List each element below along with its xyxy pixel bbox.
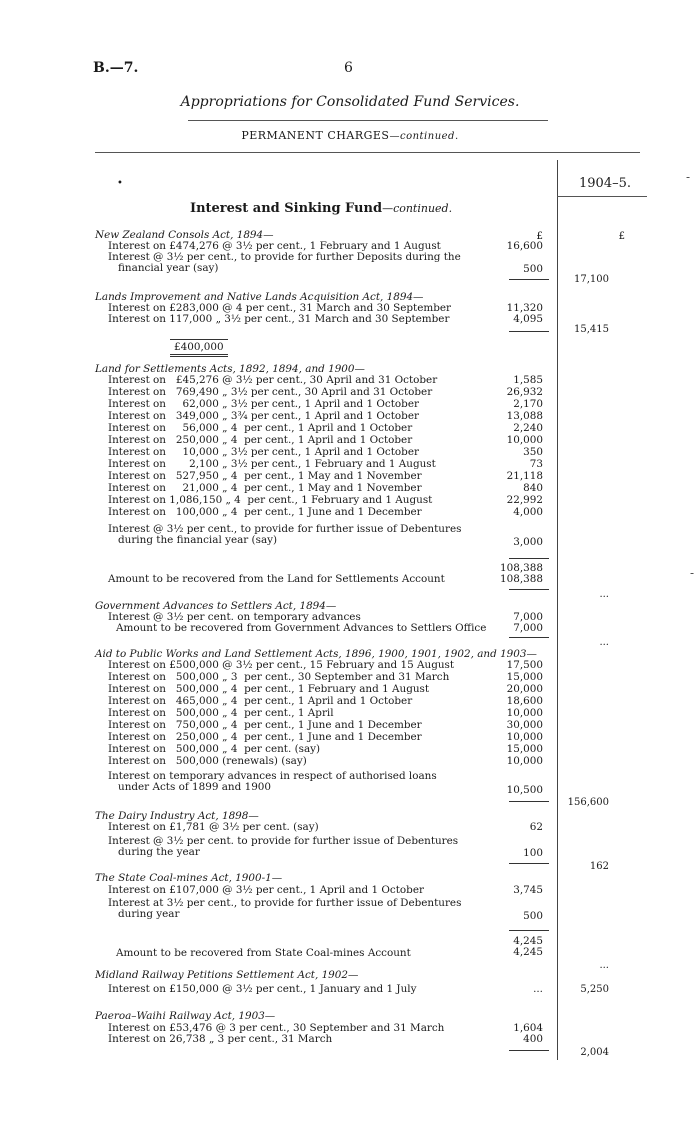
land-settlements-further-amount: 3,000 <box>513 536 543 548</box>
dairy-line-3: during the year <box>118 846 200 858</box>
coal-mines-line-3: during year <box>118 908 180 920</box>
coal-mines-recovered-amount: 4,245 <box>513 946 543 958</box>
land-settlements-row-amount: 26,932 <box>506 386 543 398</box>
public-works-row-text: Interest on 500,000 „ 4 per cent., 1 February and 1 August <box>108 683 430 695</box>
title-rule <box>188 120 548 121</box>
dairy-line-1: Interest on £1,781 @ 3½ per cent. (say) <box>108 821 319 833</box>
edge-mark-top: - <box>686 170 691 184</box>
land-settlements-row-text: Interest on 21,000 „ 4 per cent., 1 May and 1 November <box>108 482 422 494</box>
public-works-row-amount: 15,000 <box>506 743 543 755</box>
paeroa-rule <box>509 1050 549 1051</box>
paeroa-amount-2: 400 <box>523 1033 543 1045</box>
midland-line-1: Interest on £150,000 @ 3½ per cent., 1 January and 1 July <box>108 983 417 995</box>
public-works-temp-2: under Acts of 1899 and 1900 <box>118 781 272 793</box>
coal-mines-recovered-label: Amount to be recovered from State Coal-mines Account <box>116 947 411 959</box>
public-works-row-amount: 17,500 <box>506 659 543 671</box>
consols-line-2: Interest @ 3½ per cent., to provide for further Deposits during the <box>108 251 461 263</box>
land-settlements-row-amount: 2,170 <box>513 398 543 410</box>
coal-mines-subtotal: 4,245 <box>513 935 543 947</box>
govt-advances-heading: Government Advances to Settlers Act, 1894— <box>95 600 337 612</box>
govt-advances-line-1: Interest @ 3½ per cent. on temporary advances <box>108 611 361 623</box>
govt-advances-line-2: Amount to be recovered from Government Advances to Settlers Office <box>116 622 487 634</box>
coal-mines-line-1: Interest on £107,000 @ 3½ per cent., 1 April and 1 October <box>108 884 424 896</box>
consols-line-1: Interest on £474,276 @ 3½ per cent., 1 February and 1 August <box>108 240 441 252</box>
land-settlements-row-text: Interest on £45,276 @ 3½ per cent., 30 April and 31 October <box>108 374 438 386</box>
lands-improvement-total: 15,415 <box>574 324 609 335</box>
public-works-row-text: Interest on 500,000 (renewals) (say) <box>108 755 307 767</box>
lands-improvement-rule <box>509 331 549 332</box>
page-number: 6 <box>344 60 353 76</box>
consols-line-3: financial year (say) <box>118 262 219 274</box>
edge-mark-middle: - <box>690 566 695 580</box>
land-settlements-subtotal: 108,388 <box>500 562 543 574</box>
land-settlements-row-text: Interest on 769,490 „ 3½ per cent., 30 April and 31 October <box>108 386 433 398</box>
midland-heading: Midland Railway Petitions Settlement Act, 1902— <box>95 969 359 981</box>
consols-amount-1: 16,600 <box>506 240 543 252</box>
coal-mines-amount-1: 3,745 <box>513 884 543 896</box>
coal-mines-line-2: Interest at 3½ per cent., to provide for further issue of Debentures <box>108 897 462 909</box>
land-settlements-row-amount: 2,240 <box>513 422 543 434</box>
header-rule <box>95 152 640 153</box>
pound-sign-total: £ <box>618 231 625 242</box>
coal-mines-rule <box>509 930 549 931</box>
permanent-charges-heading: PERMANENT CHARGES—continued. <box>241 129 459 142</box>
dairy-total: 162 <box>589 861 609 872</box>
pound-sign-amount: £ <box>536 230 543 242</box>
land-settlements-row-amount: 350 <box>523 446 543 458</box>
lands-improvement-amount-2: 4,095 <box>513 313 543 325</box>
govt-advances-rule <box>509 637 549 638</box>
land-settlements-row-text: Interest on 1,086,150 „ 4 per cent., 1 February and 1 August <box>108 494 433 506</box>
paeroa-amount-1: 1,604 <box>513 1022 543 1034</box>
land-settlements-heading: Land for Settlements Acts, 1892, 1894, and 1900— <box>95 363 365 375</box>
lands-improvement-heading: Lands Improvement and Native Lands Acquisition Act, 1894— <box>95 291 424 303</box>
public-works-row-amount: 20,000 <box>506 683 543 695</box>
lands-improvement-line-1: Interest on £283,000 @ 4 per cent., 31 March and 30 September <box>108 302 451 314</box>
land-settlements-recovered-amount: 108,388 <box>500 573 543 585</box>
dairy-line-2: Interest @ 3½ per cent. to provide for further issue of Debentures <box>108 835 459 847</box>
coal-mines-amount-3: 500 <box>523 910 543 922</box>
public-works-temp-amount: 10,500 <box>506 784 543 796</box>
midland-amount-1: ... <box>533 983 543 995</box>
public-works-row-amount: 30,000 <box>506 719 543 731</box>
dairy-amount-1: 62 <box>529 821 543 833</box>
dairy-heading: The Dairy Industry Act, 1898— <box>95 810 259 822</box>
govt-advances-amount-2: 7,000 <box>513 622 543 634</box>
land-settlements-row-amount: 73 <box>529 458 543 470</box>
govt-advances-amount-1: 7,000 <box>513 611 543 623</box>
public-works-heading: Aid to Public Works and Land Settlement Acts, 1896, 1900, 1901, 1902, and 1903— <box>95 648 537 660</box>
paeroa-line-1: Interest on £53,476 @ 3 per cent., 30 September and 31 March <box>108 1022 445 1034</box>
public-works-row-amount: 15,000 <box>506 671 543 683</box>
land-settlements-row-amount: 10,000 <box>506 434 543 446</box>
boxed-total: £400,000 <box>170 339 228 357</box>
public-works-row-amount: 10,000 <box>506 707 543 719</box>
land-settlements-recovered-label: Amount to be recovered from the Land for Settlements Account <box>108 573 445 585</box>
public-works-row-text: Interest on 750,000 „ 4 per cent., 1 June and 1 December <box>108 719 422 731</box>
public-works-row-amount: 18,600 <box>506 695 543 707</box>
public-works-temp-1: Interest on temporary advances in respect of authorised loans <box>108 770 437 782</box>
lands-improvement-amount-1: 11,320 <box>506 302 543 314</box>
year-column-header: 1904–5. <box>579 176 631 191</box>
bullet-mark: • <box>117 178 123 189</box>
public-works-row-amount: 10,000 <box>506 755 543 767</box>
dairy-rule <box>509 863 549 864</box>
dairy-amount-3: 100 <box>523 847 543 859</box>
public-works-row-text: Interest on 500,000 „ 3 per cent., 30 September and 31 March <box>108 671 450 683</box>
land-settlements-row-amount: 840 <box>523 482 543 494</box>
public-works-row-text: Interest on 465,000 „ 4 per cent., 1 April and 1 October <box>108 695 413 707</box>
paeroa-heading: Paeroa–Waihi Railway Act, 1903— <box>95 1010 276 1022</box>
land-settlements-further-2: during the financial year (say) <box>118 534 278 546</box>
land-settlements-row-text: Interest on 100,000 „ 4 per cent., 1 June and 1 December <box>108 506 422 518</box>
land-settlements-rule-2 <box>509 589 549 590</box>
land-settlements-further-1: Interest @ 3½ per cent., to provide for further issue of Debentures <box>108 523 462 535</box>
coal-mines-heading: The State Coal-mines Act, 1900-1— <box>95 872 283 884</box>
land-settlements-rule <box>509 558 549 559</box>
public-works-row-text: Interest on £500,000 @ 3½ per cent., 15 February and 15 August <box>108 659 455 671</box>
land-settlements-row-amount: 21,118 <box>506 470 543 482</box>
land-settlements-row-text: Interest on 349,000 „ 3¾ per cent., 1 April and 1 October <box>108 410 419 422</box>
paeroa-line-2: Interest on 26,738 „ 3 per cent., 31 March <box>108 1033 333 1045</box>
land-settlements-row-text: Interest on 56,000 „ 4 per cent., 1 April and 1 October <box>108 422 413 434</box>
public-works-row-text: Interest on 250,000 „ 4 per cent., 1 June and 1 December <box>108 731 422 743</box>
lands-improvement-line-2: Interest on 117,000 „ 3½ per cent., 31 March and 30 September <box>108 313 450 325</box>
public-works-row-text: Interest on 500,000 „ 4 per cent., 1 April <box>108 707 334 719</box>
paeroa-total: 2,004 <box>580 1047 609 1058</box>
land-settlements-row-amount: 4,000 <box>513 506 543 518</box>
land-settlements-row-text: Interest on 527,950 „ 4 per cent., 1 May and 1 November <box>108 470 422 482</box>
document-code: B.—7. <box>93 60 139 76</box>
land-settlements-total: ... <box>599 589 609 600</box>
consols-total: 17,100 <box>574 274 609 285</box>
land-settlements-row-amount: 22,992 <box>506 494 543 506</box>
govt-advances-total: ... <box>599 637 609 648</box>
public-works-row-text: Interest on 500,000 „ 4 per cent. (say) <box>108 743 321 755</box>
land-settlements-row-text: Interest on 2,100 „ 3½ per cent., 1 February and 1 August <box>108 458 436 470</box>
land-settlements-row-amount: 1,585 <box>513 374 543 386</box>
year-header-rule <box>557 196 647 197</box>
coal-mines-total: ... <box>599 960 609 971</box>
consols-amount-3: 500 <box>523 263 543 275</box>
consols-rule <box>509 279 549 280</box>
land-settlements-row-text: Interest on 10,000 „ 3½ per cent., 1 April and 1 October <box>108 446 419 458</box>
land-settlements-row-amount: 13,088 <box>506 410 543 422</box>
page-title: Appropriations for Consolidated Fund Services. <box>180 94 520 110</box>
public-works-total: 156,600 <box>567 797 609 808</box>
section-title: Interest and Sinking Fund—continued. <box>190 201 453 216</box>
consols-heading: New Zealand Consols Act, 1894— <box>95 229 274 241</box>
public-works-rule <box>509 801 549 802</box>
midland-total: 5,250 <box>580 984 609 995</box>
land-settlements-row-text: Interest on 62,000 „ 3½ per cent., 1 April and 1 October <box>108 398 419 410</box>
column-divider <box>557 160 558 1060</box>
land-settlements-row-text: Interest on 250,000 „ 4 per cent., 1 April and 1 October <box>108 434 413 446</box>
public-works-row-amount: 10,000 <box>506 731 543 743</box>
